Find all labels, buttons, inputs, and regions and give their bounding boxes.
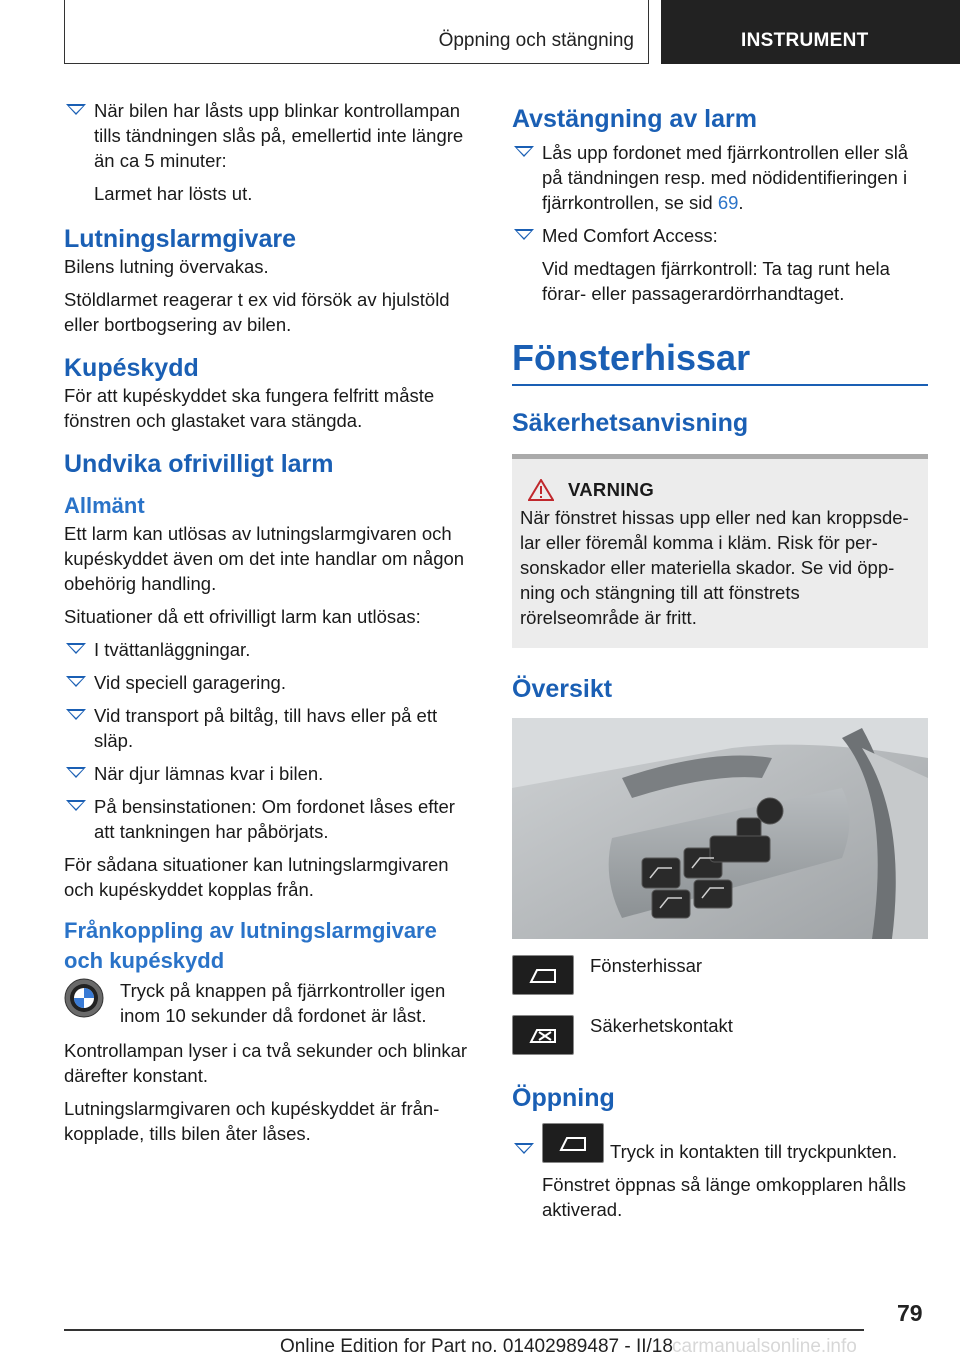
overview-item-safety-switch xyxy=(512,1015,928,1055)
bmw-remote-button-icon xyxy=(64,978,104,1018)
header-section-title: Öppning och stängning xyxy=(438,30,634,51)
remote-key-instruction xyxy=(64,978,477,1028)
heading-overview: Översikt xyxy=(512,674,613,703)
warning-title: VARNING xyxy=(568,478,655,500)
paragraph: Tryck på knappen på fjärrkontroller igen inom 10 sekunder då fordonet är låst. xyxy=(120,980,446,1026)
list-item-text-part: Lås upp fordonet med fjärrkontrollen eller slå på tändningen resp. med nödidentifieringen i fjärrkontrollen, se sid xyxy=(542,142,909,213)
heading-disconnect: Frånkoppling av lutningslarmgivare och kupéskydd xyxy=(64,918,437,973)
warning-text: När fönstret hissas upp eller ned kan kroppsde-lar eller föremål komma i kläm. Risk för per-sonskador eller materiella skador. Se vid öpp-ning och stängning till att fönstrets rörelseområde är fritt. xyxy=(520,506,909,628)
heading-alarm-off: Avstängning av larm xyxy=(512,105,757,133)
list-item-subtext: Fönstret öppnas så länge omkopplaren hålls aktiverad. xyxy=(542,1173,907,1220)
list-item-text-part: . xyxy=(738,192,744,213)
list-item-subtext: Larmet har lösts ut. xyxy=(94,183,253,204)
list-item-text xyxy=(542,140,928,215)
overview-item-label: Fönsterhissar xyxy=(590,954,703,976)
list-item xyxy=(64,794,477,844)
list-item-text: Tryck in kontakten till tryckpunkten. xyxy=(610,1140,898,1162)
paragraph: För sådana situationer kan lutningslarmgivaren och kupéskyddet kopplas från. xyxy=(64,854,449,900)
paragraph: Bilens lutning övervakas. xyxy=(64,256,269,277)
list-item-text: Vid transport på biltåg, till havs eller på ett släp. xyxy=(94,705,438,751)
bullet-triangle-icon xyxy=(66,800,86,811)
list-item xyxy=(512,140,928,215)
warning-triangle-icon xyxy=(528,479,554,501)
paragraph: Kontrollampan lyser i ca två sekunder och blinkar därefter konstant. xyxy=(64,1040,468,1086)
header-section-box xyxy=(64,0,649,64)
heading-underline xyxy=(512,384,928,386)
heading-power-windows: Fönsterhissar xyxy=(512,337,751,378)
bullet-triangle-icon xyxy=(66,104,86,115)
paragraph: Lutningslarmgivaren och kupéskyddet är från-kopplade, tills bilen åter låses. xyxy=(64,1098,440,1144)
paragraph: Stöldlarmet reagerar t ex vid försök av hjulstöld eller bortbogsering av bilen. xyxy=(64,289,450,335)
heading-general: Allmänt xyxy=(64,493,145,518)
warning-header xyxy=(520,479,920,501)
list-item xyxy=(512,223,928,248)
heading-tilt-sensor: Lutningslarmgivare xyxy=(64,225,296,253)
page-reference-link[interactable]: 69 xyxy=(717,192,739,213)
bullet-triangle-icon xyxy=(514,229,534,240)
window-switch-icon xyxy=(542,1123,604,1163)
heading-safety-note: Säkerhetsanvisning xyxy=(512,408,749,437)
heading-avoid-false-alarm: Undvika ofrivilligt larm xyxy=(64,450,334,478)
list-item-text: Med Comfort Access: xyxy=(542,225,718,246)
bullet-triangle-icon xyxy=(514,146,534,157)
overview-item-window-lifts xyxy=(512,955,928,995)
left-column xyxy=(64,98,477,1154)
heading-opening: Öppning xyxy=(512,1083,615,1112)
paragraph: Ett larm kan utlösas av lutningslarmgivaren och kupéskyddet även om det inte handlar om någon obehörig handling. xyxy=(64,523,465,594)
footer-divider xyxy=(64,1329,864,1331)
bullet-triangle-icon xyxy=(514,1143,534,1154)
paragraph: För att kupéskyddet ska fungera felfritt måste fönstren och glastaket vara stängda. xyxy=(64,385,435,431)
safety-switch-icon xyxy=(512,1015,574,1055)
footer-edition: Online Edition for Part no. 01402989487 - II/18 xyxy=(280,1336,673,1357)
bullet-triangle-icon xyxy=(66,643,86,654)
list-item-subtext: Vid medtagen fjärrkontroll: Ta tag runt hela förar- eller passagerardörrhandtaget. xyxy=(542,258,890,304)
page-number: 79 xyxy=(897,1300,923,1326)
window-switch-icon xyxy=(512,955,574,995)
list-item xyxy=(64,703,477,753)
list-item xyxy=(64,98,477,173)
list-item xyxy=(64,670,477,695)
list-item-text: Vid speciell garagering. xyxy=(94,672,286,693)
list-item xyxy=(64,637,477,662)
list-item-text: När bilen har låsts upp blinkar kontrollampan tills tändningen slås på, emellertid inte längre än ca 5 minuter: xyxy=(94,100,464,171)
list-item-text: När djur lämnas kvar i bilen. xyxy=(94,763,324,784)
right-column xyxy=(512,98,928,1230)
watermark: carmanualsonline.info xyxy=(672,1336,857,1357)
list-item-text: I tvättanläggningar. xyxy=(94,639,251,660)
header-chapter-box xyxy=(661,0,960,64)
heading-interior-protection: Kupéskydd xyxy=(64,354,199,382)
warning-box xyxy=(512,454,928,648)
overview-item-label: Säkerhetskontakt xyxy=(590,1014,733,1036)
door-window-switch-photo xyxy=(512,718,928,939)
paragraph: Situationer då ett ofrivilligt larm kan utlösas: xyxy=(64,606,421,627)
list-item xyxy=(64,761,477,786)
bullet-triangle-icon xyxy=(66,709,86,720)
list-item-text: På bensinstationen: Om fordonet låses efter att tankningen har påbörjats. xyxy=(94,796,455,842)
header-chapter-title: INSTRUMENT xyxy=(741,30,869,51)
list-item xyxy=(512,1123,928,1164)
bullet-triangle-icon xyxy=(66,767,86,778)
bullet-triangle-icon xyxy=(66,676,86,687)
